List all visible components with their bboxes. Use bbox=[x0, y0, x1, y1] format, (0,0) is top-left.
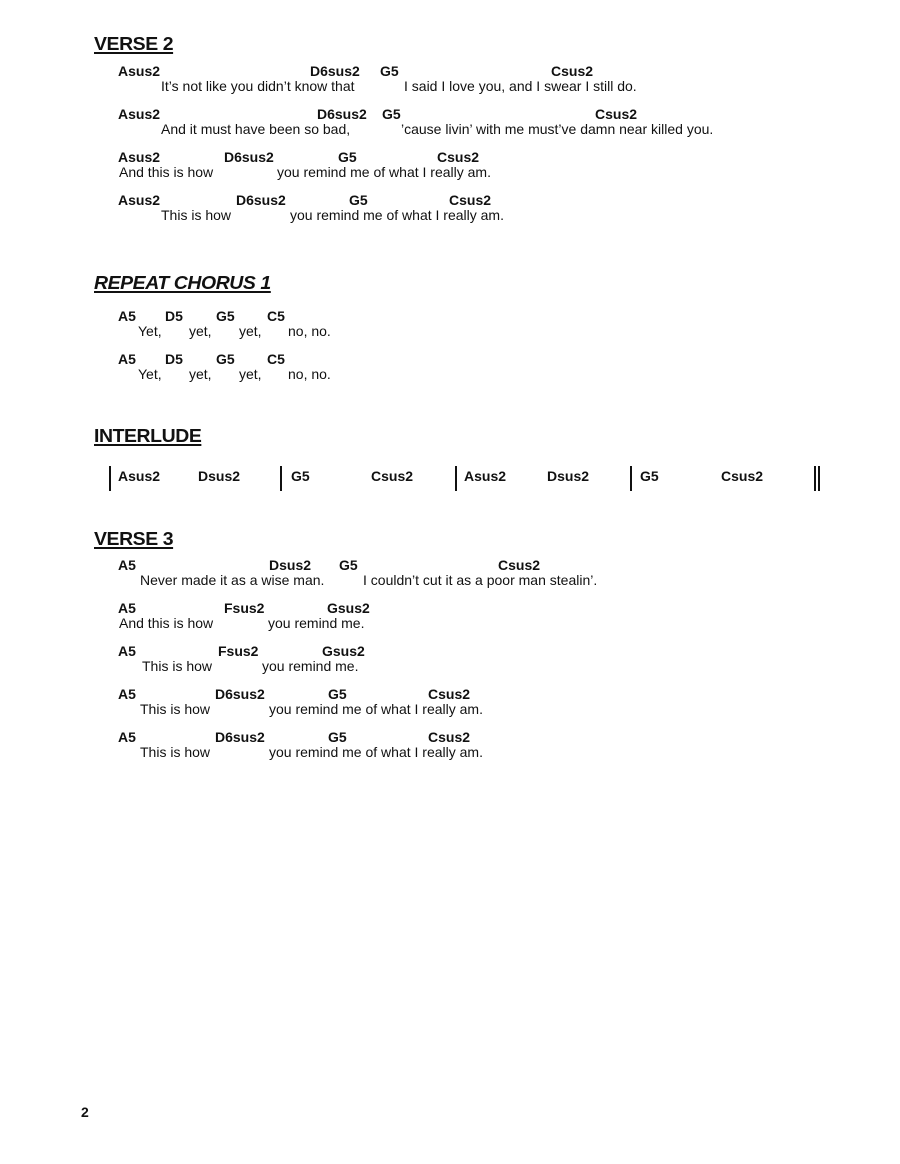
chord: G5 bbox=[216, 308, 235, 324]
verse2-line-3 bbox=[0, 149, 900, 189]
chord: A5 bbox=[118, 557, 136, 573]
barline bbox=[280, 466, 282, 491]
chord: A5 bbox=[118, 643, 136, 659]
verse2-line-2 bbox=[0, 106, 900, 146]
chord: Csus2 bbox=[449, 192, 492, 208]
verse3-heading: VERSE 3 bbox=[94, 529, 174, 549]
verse2-line-4 bbox=[0, 192, 900, 232]
verse3-line-5 bbox=[0, 729, 900, 769]
chord: A5 bbox=[118, 600, 136, 616]
lyric: Yet, bbox=[138, 323, 162, 339]
chord: A5 bbox=[118, 308, 136, 324]
lyric: I said I love you, and I swear I still do. bbox=[404, 78, 637, 94]
chord: G5 bbox=[291, 468, 310, 484]
chord: D6sus2 bbox=[215, 686, 265, 702]
lyric: I couldn’t cut it as a poor man stealin’. bbox=[363, 572, 598, 588]
chord: D6sus2 bbox=[224, 149, 274, 165]
lyric: you remind me. bbox=[268, 615, 365, 631]
chord: Asus2 bbox=[464, 468, 507, 484]
lyric: you remind me of what I really am. bbox=[269, 744, 483, 760]
chord: D6sus2 bbox=[317, 106, 367, 122]
lyric: you remind me of what I really am. bbox=[290, 207, 504, 223]
verse3-line-3 bbox=[0, 643, 900, 683]
verse3-line-2 bbox=[0, 600, 900, 640]
chord: G5 bbox=[380, 63, 399, 79]
verse2-line-1 bbox=[0, 63, 900, 103]
chord: C5 bbox=[267, 351, 285, 367]
chord: G5 bbox=[339, 557, 358, 573]
chord: Fsus2 bbox=[218, 643, 259, 659]
interlude-heading: INTERLUDE bbox=[94, 426, 202, 446]
chord: Csus2 bbox=[437, 149, 480, 165]
chord: G5 bbox=[349, 192, 368, 208]
chord: Asus2 bbox=[118, 149, 161, 165]
lyric: This is how bbox=[140, 744, 211, 760]
chord: Csus2 bbox=[371, 468, 414, 484]
chord: C5 bbox=[267, 308, 285, 324]
verse3-line-4 bbox=[0, 686, 900, 726]
chorus-line-2 bbox=[0, 351, 900, 391]
chord: Gsus2 bbox=[327, 600, 370, 616]
lyric: And this is how bbox=[119, 164, 214, 180]
chord: D6sus2 bbox=[236, 192, 286, 208]
chord: Csus2 bbox=[498, 557, 541, 573]
barline bbox=[109, 466, 111, 491]
chord: Csus2 bbox=[595, 106, 638, 122]
chord: Dsus2 bbox=[547, 468, 590, 484]
barline bbox=[455, 466, 457, 491]
chord: G5 bbox=[328, 686, 347, 702]
lyric: This is how bbox=[142, 658, 213, 674]
chord: D5 bbox=[165, 351, 183, 367]
lyric: ’cause livin’ with me must’ve damn near killed you. bbox=[401, 121, 714, 137]
chord: Dsus2 bbox=[269, 557, 312, 573]
chord: Asus2 bbox=[118, 106, 161, 122]
chord: G5 bbox=[338, 149, 357, 165]
chord: D6sus2 bbox=[215, 729, 265, 745]
page-number: 2 bbox=[81, 1104, 89, 1120]
chord: D5 bbox=[165, 308, 183, 324]
chord: Fsus2 bbox=[224, 600, 265, 616]
chord: A5 bbox=[118, 686, 136, 702]
lyric: And this is how bbox=[119, 615, 214, 631]
verse3-line-1 bbox=[0, 557, 900, 597]
lyric: And it must have been so bad, bbox=[161, 121, 351, 137]
chord: Gsus2 bbox=[322, 643, 365, 659]
chord: Asus2 bbox=[118, 192, 161, 208]
lyric: you remind me of what I really am. bbox=[277, 164, 491, 180]
lyric: This is how bbox=[140, 701, 211, 717]
lyric: yet, bbox=[239, 323, 262, 339]
lyric: no, no. bbox=[288, 366, 331, 382]
lyric: you remind me. bbox=[262, 658, 359, 674]
chorus-line-1 bbox=[0, 308, 900, 348]
lyric: This is how bbox=[161, 207, 232, 223]
lyric: you remind me of what I really am. bbox=[269, 701, 483, 717]
chord: Asus2 bbox=[118, 468, 161, 484]
chord: G5 bbox=[328, 729, 347, 745]
chord: Dsus2 bbox=[198, 468, 241, 484]
verse2-heading: VERSE 2 bbox=[94, 34, 174, 54]
lyric: yet, bbox=[239, 366, 262, 382]
chord: Csus2 bbox=[721, 468, 764, 484]
chord: G5 bbox=[640, 468, 659, 484]
chord: Csus2 bbox=[428, 729, 471, 745]
lyric: Yet, bbox=[138, 366, 162, 382]
lyric: It’s not like you didn’t know that bbox=[161, 78, 355, 94]
chord: Csus2 bbox=[551, 63, 594, 79]
double-barline bbox=[814, 466, 820, 491]
chord: G5 bbox=[382, 106, 401, 122]
repeat-chorus-heading: REPEAT CHORUS 1 bbox=[94, 273, 271, 293]
chord: Csus2 bbox=[428, 686, 471, 702]
lyric: yet, bbox=[189, 323, 212, 339]
chord: D6sus2 bbox=[310, 63, 360, 79]
chord: A5 bbox=[118, 729, 136, 745]
chord: G5 bbox=[216, 351, 235, 367]
lyric: yet, bbox=[189, 366, 212, 382]
barline bbox=[630, 466, 632, 491]
chord: Asus2 bbox=[118, 63, 161, 79]
chord: A5 bbox=[118, 351, 136, 367]
lyric: no, no. bbox=[288, 323, 331, 339]
lyric: Never made it as a wise man. bbox=[140, 572, 325, 588]
